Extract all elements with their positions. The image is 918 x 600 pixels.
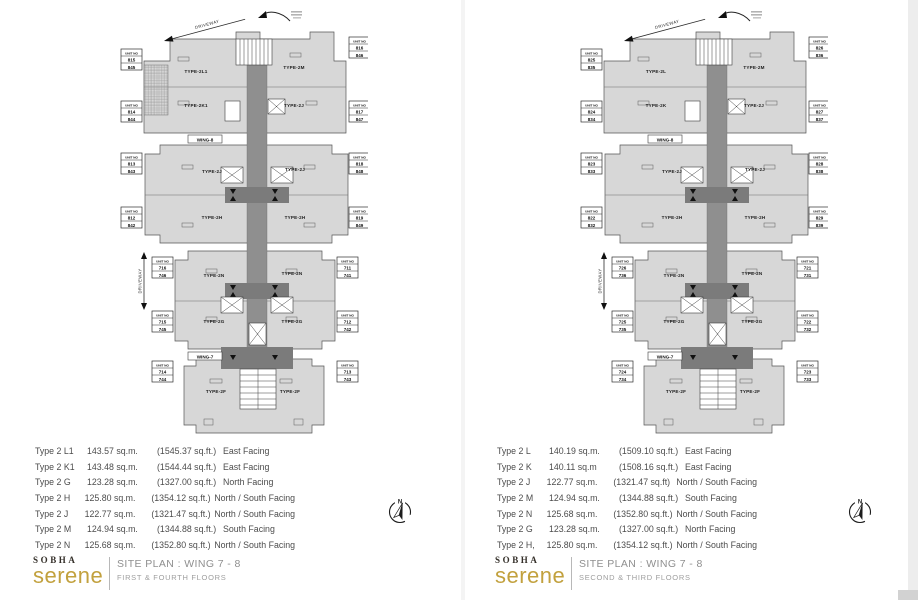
svg-text:DRIVEWAY: DRIVEWAY xyxy=(654,18,680,30)
north-entry-arrow xyxy=(258,11,302,21)
page-corner-shadow xyxy=(898,590,918,600)
unit-number-box xyxy=(121,101,142,122)
sobha-serene-logo xyxy=(33,556,107,586)
unit-number-box xyxy=(797,257,818,278)
legend-row xyxy=(35,474,295,490)
legend-facing: North / South Facing xyxy=(676,477,757,488)
svg-text:734: 734 xyxy=(618,376,627,382)
svg-text:826: 826 xyxy=(815,45,824,51)
plan-structure xyxy=(604,32,808,433)
legend-row xyxy=(497,443,757,459)
legend-sqm: 140.11 sq.m xyxy=(549,461,597,472)
svg-text:745: 745 xyxy=(158,326,167,332)
legend-row xyxy=(35,443,295,459)
legend-sqft: (1327.00 sq.ft.) xyxy=(619,524,679,535)
legend-row xyxy=(497,521,757,537)
driveway-arrow-side xyxy=(598,252,608,310)
unit-number-box xyxy=(152,361,173,382)
svg-text:814: 814 xyxy=(127,109,136,115)
legend-type: Type 2 G xyxy=(35,477,71,488)
svg-text:DRIVEWAY: DRIVEWAY xyxy=(137,268,143,294)
legend-sqm: 143.57 sq.m. xyxy=(87,445,138,456)
svg-text:742: 742 xyxy=(343,326,352,332)
svg-text:UNIT NO: UNIT NO xyxy=(125,51,138,56)
wing-label-top xyxy=(188,135,222,143)
unit-type-label: TYPE-2N xyxy=(281,271,303,276)
legend-sqft: (1352.80 sq.ft.) xyxy=(613,508,673,519)
legend-sqm: 122.77 sq.m. xyxy=(84,508,136,519)
svg-text:UNIT NO: UNIT NO xyxy=(813,103,826,108)
compass-n-label: N xyxy=(857,499,863,506)
svg-text:UNIT NO: UNIT NO xyxy=(125,103,138,108)
svg-text:722: 722 xyxy=(803,319,812,325)
svg-text:844: 844 xyxy=(127,116,136,122)
unit-number-box xyxy=(809,101,828,122)
unit-number-box xyxy=(337,311,358,332)
svg-text:817: 817 xyxy=(355,109,364,115)
svg-text:822: 822 xyxy=(587,215,596,221)
unit-type-label: TYPE-2H xyxy=(661,215,683,220)
legend-facing: East Facing xyxy=(223,445,270,456)
legend-sqm: 123.28 sq.m. xyxy=(87,477,138,488)
svg-text:731: 731 xyxy=(803,272,812,278)
unit-number-box xyxy=(121,207,142,228)
legend-row xyxy=(35,459,295,475)
wing-label-top xyxy=(648,135,682,143)
svg-text:721: 721 xyxy=(803,265,812,271)
svg-text:741: 741 xyxy=(343,272,352,278)
unit-type-label: TYPE-2F xyxy=(665,389,687,394)
unit-number-box xyxy=(581,101,602,122)
legend-row xyxy=(35,521,295,537)
svg-text:832: 832 xyxy=(587,222,596,228)
svg-text:836: 836 xyxy=(815,52,824,58)
footer-divider xyxy=(109,557,110,590)
svg-text:UNIT NO: UNIT NO xyxy=(616,313,629,318)
legend-type: Type 2 L1 xyxy=(35,445,74,456)
unit-number-box xyxy=(612,361,633,382)
brand-serene: serene xyxy=(33,563,104,588)
unit-legend-right xyxy=(497,443,757,553)
svg-text:UNIT NO: UNIT NO xyxy=(616,259,629,264)
unit-number-box xyxy=(152,311,173,332)
unit-type-label: TYPE-2J xyxy=(283,103,305,108)
stair-core xyxy=(236,39,272,65)
unit-number-box xyxy=(797,311,818,332)
legend-facing: South Facing xyxy=(223,524,275,535)
svg-text:UNIT NO: UNIT NO xyxy=(813,155,826,160)
unit-type-label: TYPE-2G xyxy=(203,319,225,324)
legend-row xyxy=(497,506,757,522)
unit-number-box xyxy=(581,207,602,228)
sobha-serene-logo xyxy=(495,556,569,586)
svg-text:813: 813 xyxy=(127,161,136,167)
svg-text:812: 812 xyxy=(127,215,136,221)
lift-box xyxy=(268,99,285,114)
svg-text:UNIT NO: UNIT NO xyxy=(801,363,814,368)
unit-number-box xyxy=(612,257,633,278)
unit-number-box xyxy=(612,311,633,332)
shaft-box xyxy=(249,323,266,345)
unit-type-label: TYPE-2F xyxy=(205,389,227,394)
page-split-divider xyxy=(461,0,465,600)
unit-type-label: TYPE-2K1 xyxy=(184,103,208,108)
brand-sobha: SOBHA xyxy=(33,555,78,565)
legend-type: Type 2 N xyxy=(35,539,71,550)
north-compass xyxy=(842,490,878,530)
legend-row xyxy=(497,474,757,490)
unit-type-label: TYPE-2H xyxy=(201,215,223,220)
svg-text:743: 743 xyxy=(343,376,352,382)
unit-type-label: TYPE-2J xyxy=(284,167,306,172)
legend-facing: North Facing xyxy=(223,477,274,488)
unit-type-label: TYPE-2K xyxy=(645,103,667,108)
svg-text:837: 837 xyxy=(815,116,824,122)
unit-type-label: TYPE-2F xyxy=(739,389,761,394)
svg-text:714: 714 xyxy=(158,369,167,375)
unit-type-label: TYPE-2N xyxy=(741,271,763,276)
svg-text:827: 827 xyxy=(815,109,824,115)
wing-label-bottom xyxy=(188,352,222,360)
shaft-box xyxy=(709,323,726,345)
svg-text:UNIT NO: UNIT NO xyxy=(341,313,354,318)
svg-text:725: 725 xyxy=(618,319,627,325)
unit-type-label: TYPE-2J xyxy=(743,103,765,108)
svg-text:WING-7: WING-7 xyxy=(196,354,214,360)
svg-text:UNIT NO: UNIT NO xyxy=(585,103,598,108)
plan-structure xyxy=(144,32,348,433)
driveway-arrow-side xyxy=(138,252,148,310)
unit-type-label: TYPE-2M xyxy=(283,65,305,70)
unit-type-label: TYPE-2L1 xyxy=(184,69,208,74)
compass-n-label: N xyxy=(397,499,403,506)
unit-type-label: TYPE-2H xyxy=(284,215,306,220)
legend-sqm: 125.80 sq.m. xyxy=(546,539,598,550)
unit-number-box xyxy=(349,207,368,228)
svg-text:815: 815 xyxy=(127,57,136,63)
svg-text:DRIVEWAY: DRIVEWAY xyxy=(597,268,603,294)
legend-sqm: 125.68 sq.m. xyxy=(84,539,136,550)
wing-label-bottom xyxy=(648,352,682,360)
floors-subtitle: FIRST & FOURTH FLOORS xyxy=(117,573,227,583)
svg-text:UNIT NO: UNIT NO xyxy=(616,363,629,368)
unit-type-label: TYPE-2N xyxy=(663,273,685,278)
legend-facing: South Facing xyxy=(685,492,737,503)
svg-text:UNIT NO: UNIT NO xyxy=(585,209,598,214)
legend-sqm: 124.94 sq.m. xyxy=(87,524,138,535)
lift-box xyxy=(221,297,243,313)
svg-text:839: 839 xyxy=(815,222,824,228)
legend-sqm: 125.68 sq.m. xyxy=(546,508,598,519)
svg-text:UNIT NO: UNIT NO xyxy=(585,51,598,56)
svg-text:819: 819 xyxy=(355,215,364,221)
legend-sqft: (1354.12 sq.ft.) xyxy=(151,492,211,503)
footer-caption xyxy=(117,556,241,582)
svg-text:UNIT NO: UNIT NO xyxy=(353,155,366,160)
legend-type: Type 2 G xyxy=(497,524,533,535)
unit-type-label: TYPE-2J xyxy=(201,169,223,174)
svg-text:825: 825 xyxy=(587,57,596,63)
unit-number-box xyxy=(581,49,602,70)
svg-text:735: 735 xyxy=(618,326,627,332)
legend-sqft: (1321.47 sq.ft) xyxy=(613,477,671,488)
svg-text:UNIT NO: UNIT NO xyxy=(813,39,826,44)
stairwell xyxy=(700,369,736,409)
unit-type-label: TYPE-2M xyxy=(743,65,765,70)
svg-text:842: 842 xyxy=(127,222,136,228)
floors-subtitle: SECOND & THIRD FLOORS xyxy=(579,573,691,583)
svg-text:UNIT NO: UNIT NO xyxy=(585,155,598,160)
svg-text:724: 724 xyxy=(618,369,627,375)
legend-sqm: 122.77 sq.m. xyxy=(546,477,598,488)
legend-type: Type 2 N xyxy=(497,508,533,519)
svg-text:711: 711 xyxy=(343,265,352,271)
svg-text:WING-7: WING-7 xyxy=(656,354,674,360)
unit-type-label: TYPE-2G xyxy=(741,319,763,324)
svg-text:838: 838 xyxy=(815,168,824,174)
svg-text:828: 828 xyxy=(815,161,824,167)
svg-text:UNIT NO: UNIT NO xyxy=(156,259,169,264)
legend-row xyxy=(35,537,295,553)
floor-plan-first-fourth xyxy=(118,5,368,435)
lift-box xyxy=(731,297,753,313)
legend-sqft: (1327.00 sq.ft.) xyxy=(157,477,217,488)
unit-legend-left xyxy=(35,443,295,553)
legend-type: Type 2 J xyxy=(497,477,531,488)
svg-text:UNIT NO: UNIT NO xyxy=(125,155,138,160)
unit-type-label: TYPE-2J xyxy=(744,167,766,172)
unit-number-box xyxy=(581,153,602,174)
unit-number-box xyxy=(797,361,818,382)
footer-left xyxy=(33,556,241,590)
legend-sqft: (1544.44 sq.ft.) xyxy=(157,461,217,472)
svg-text:829: 829 xyxy=(815,215,824,221)
svg-text:UNIT NO: UNIT NO xyxy=(125,209,138,214)
svg-text:UNIT NO: UNIT NO xyxy=(353,209,366,214)
unit-number-box xyxy=(809,153,828,174)
svg-text:UNIT NO: UNIT NO xyxy=(353,39,366,44)
unit-type-label: TYPE-2H xyxy=(744,215,766,220)
brand-serene: serene xyxy=(495,563,566,588)
svg-text:843: 843 xyxy=(127,168,136,174)
svg-text:UNIT NO: UNIT NO xyxy=(801,313,814,318)
svg-text:849: 849 xyxy=(355,222,364,228)
lift-box xyxy=(271,297,293,313)
legend-type: Type 2 L xyxy=(497,445,531,456)
lift-box xyxy=(681,167,703,183)
north-compass xyxy=(382,490,418,530)
svg-text:848: 848 xyxy=(355,168,364,174)
svg-text:UNIT NO: UNIT NO xyxy=(156,363,169,368)
svg-text:716: 716 xyxy=(158,265,167,271)
svg-text:726: 726 xyxy=(618,265,627,271)
legend-sqft: (1545.37 sq.ft.) xyxy=(157,445,217,456)
footer-right xyxy=(495,556,703,590)
hatched-terrace xyxy=(144,65,168,115)
legend-sqm: 140.19 sq.m. xyxy=(549,445,600,456)
svg-text:736: 736 xyxy=(618,272,627,278)
unit-type-label: TYPE-2J xyxy=(661,169,683,174)
legend-sqft: (1321.47 sq.ft.) xyxy=(151,508,211,519)
unit-number-box xyxy=(337,257,358,278)
legend-row xyxy=(497,537,757,553)
svg-text:WING-8: WING-8 xyxy=(656,137,674,143)
svg-text:733: 733 xyxy=(803,376,812,382)
unit-number-box xyxy=(809,207,828,228)
legend-row xyxy=(497,459,757,475)
page-edge xyxy=(908,0,918,600)
unit-number-box xyxy=(121,49,142,70)
legend-row xyxy=(497,490,757,506)
stair-core xyxy=(696,39,732,65)
svg-text:713: 713 xyxy=(343,369,352,375)
legend-type: Type 2 K1 xyxy=(35,461,75,472)
svg-text:823: 823 xyxy=(587,161,596,167)
legend-type: Type 2 M xyxy=(35,524,72,535)
legend-facing: North / South Facing xyxy=(676,508,757,519)
svg-text:712: 712 xyxy=(343,319,352,325)
unit-type-label: TYPE-2G xyxy=(663,319,685,324)
svg-text:UNIT NO: UNIT NO xyxy=(813,209,826,214)
legend-facing: East Facing xyxy=(223,461,270,472)
svg-text:UNIT NO: UNIT NO xyxy=(353,103,366,108)
legend-facing: North / South Facing xyxy=(214,508,295,519)
unit-number-box xyxy=(121,153,142,174)
legend-row xyxy=(35,506,295,522)
site-plan-title: SITE PLAN : WING 7 - 8 xyxy=(117,558,241,570)
svg-text:835: 835 xyxy=(587,64,596,70)
lift-box xyxy=(728,99,745,114)
north-entry-arrow xyxy=(718,11,762,21)
svg-text:UNIT NO: UNIT NO xyxy=(341,363,354,368)
legend-type: Type 2 M xyxy=(497,492,534,503)
svg-text:UNIT NO: UNIT NO xyxy=(156,313,169,318)
legend-type: Type 2 H xyxy=(35,492,71,503)
unit-type-label: TYPE-2N xyxy=(203,273,225,278)
unit-type-label: TYPE-2G xyxy=(281,319,303,324)
unit-number-box xyxy=(152,257,173,278)
svg-text:746: 746 xyxy=(158,272,167,278)
legend-facing: North / South Facing xyxy=(676,539,757,550)
legend-sqft: (1352.80 sq.ft.) xyxy=(151,539,211,550)
legend-sqm: 125.80 sq.m. xyxy=(84,492,136,503)
svg-text:UNIT NO: UNIT NO xyxy=(341,259,354,264)
legend-facing: North / South Facing xyxy=(214,539,295,550)
legend-sqft: (1344.88 sq.ft.) xyxy=(619,492,679,503)
svg-text:847: 847 xyxy=(355,116,364,122)
legend-sqm: 123.28 sq.m. xyxy=(549,524,600,535)
floor-plan-second-third xyxy=(578,5,828,435)
unit-number-box xyxy=(809,37,828,58)
svg-text:816: 816 xyxy=(355,45,364,51)
legend-facing: North / South Facing xyxy=(214,492,295,503)
footer-caption xyxy=(579,556,703,582)
svg-text:WING-8: WING-8 xyxy=(196,137,214,143)
legend-type: Type 2 K xyxy=(497,461,532,472)
svg-text:DRIVEWAY: DRIVEWAY xyxy=(194,18,220,30)
svg-text:845: 845 xyxy=(127,64,136,70)
lift-box xyxy=(681,297,703,313)
legend-facing: North Facing xyxy=(685,524,736,535)
unit-type-label: TYPE-2L xyxy=(645,69,667,74)
unit-number-box xyxy=(349,153,368,174)
legend-facing: East Facing xyxy=(685,461,732,472)
brand-sobha: SOBHA xyxy=(495,555,540,565)
unit-type-label: TYPE-2F xyxy=(279,389,301,394)
stairwell xyxy=(240,369,276,409)
legend-sqft: (1344.88 sq.ft.) xyxy=(157,524,217,535)
unit-number-box xyxy=(349,101,368,122)
svg-text:833: 833 xyxy=(587,168,596,174)
svg-text:818: 818 xyxy=(355,161,364,167)
unit-number-box xyxy=(337,361,358,382)
legend-sqft: (1509.10 sq.ft.) xyxy=(619,445,679,456)
svg-text:834: 834 xyxy=(587,116,596,122)
svg-text:715: 715 xyxy=(158,319,167,325)
legend-type: Type 2 H, xyxy=(497,539,535,550)
legend-type: Type 2 J xyxy=(35,508,69,519)
legend-sqft: (1508.16 sq.ft.) xyxy=(619,461,679,472)
legend-facing: East Facing xyxy=(685,445,732,456)
legend-sqm: 124.94 sq.m. xyxy=(549,492,600,503)
legend-sqm: 143.48 sq.m. xyxy=(87,461,138,472)
svg-text:732: 732 xyxy=(803,326,812,332)
footer-divider xyxy=(571,557,572,590)
legend-sqft: (1354.12 sq.ft.) xyxy=(613,539,673,550)
svg-text:744: 744 xyxy=(158,376,167,382)
svg-text:824: 824 xyxy=(587,109,596,115)
svg-text:723: 723 xyxy=(803,369,812,375)
legend-row xyxy=(35,490,295,506)
site-plan-title: SITE PLAN : WING 7 - 8 xyxy=(579,558,703,570)
lift-box xyxy=(221,167,243,183)
svg-text:846: 846 xyxy=(355,52,364,58)
unit-number-box xyxy=(349,37,368,58)
svg-text:UNIT NO: UNIT NO xyxy=(801,259,814,264)
